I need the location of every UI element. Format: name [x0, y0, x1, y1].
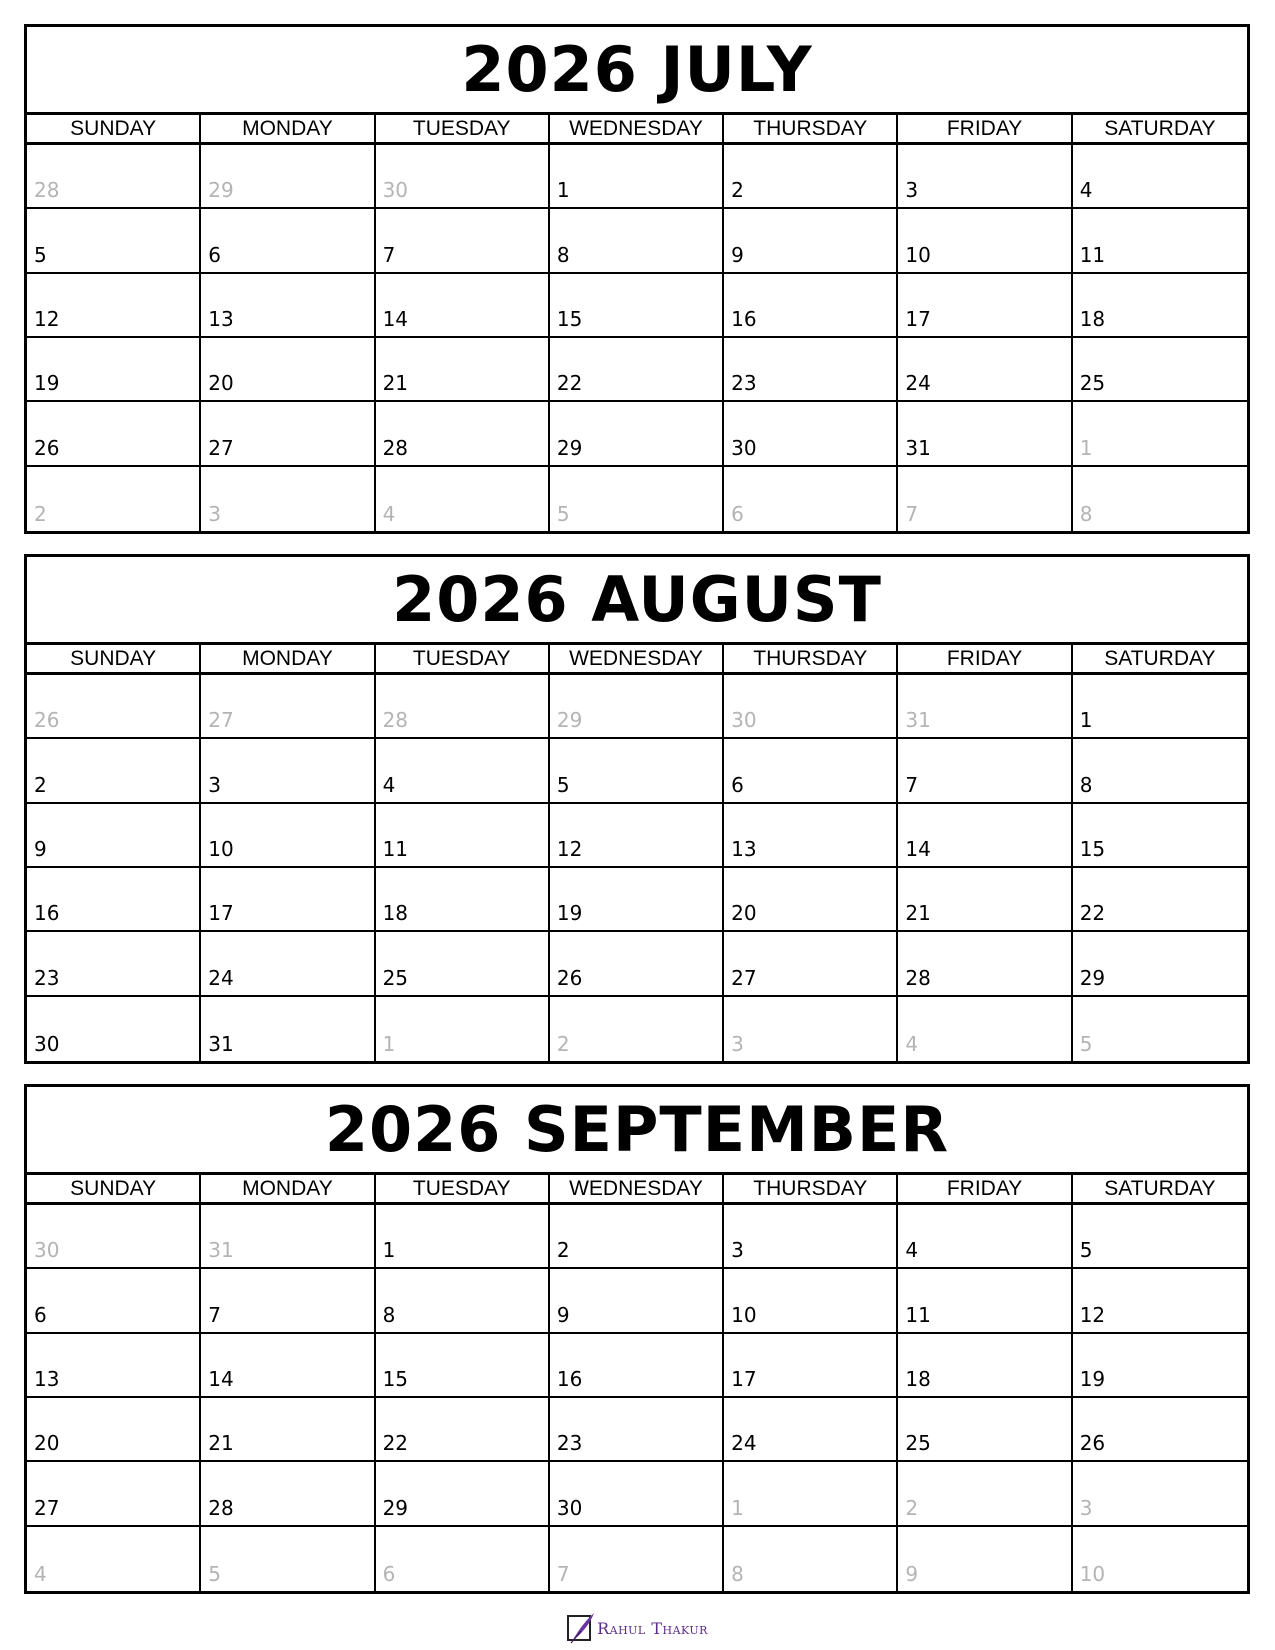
day-number: 23 [731, 371, 757, 396]
day-cell-adjacent-month [27, 675, 201, 739]
day-number: 5 [556, 502, 570, 526]
day-cell [376, 1205, 550, 1269]
day-cell [550, 274, 724, 338]
day-number: 3 [1079, 1495, 1093, 1520]
day-number: 29 [208, 178, 234, 203]
day-cell [376, 338, 550, 402]
day-number: 17 [731, 1367, 757, 1391]
day-number: 5 [34, 242, 47, 267]
weekday-label: SUNDAY [27, 645, 201, 672]
day-cell [376, 1269, 550, 1333]
day-cell-adjacent-month [201, 145, 375, 209]
day-cell [376, 739, 550, 803]
day-cell-adjacent-month [1073, 997, 1247, 1061]
day-number: 28 [34, 178, 60, 203]
month-title: 2026 JULY [27, 27, 1247, 115]
day-cell [27, 338, 201, 402]
day-number: 19 [1079, 1367, 1106, 1391]
day-number: 16 [556, 1367, 583, 1391]
day-number: 17 [208, 901, 234, 926]
day-number: 31 [208, 1032, 234, 1056]
weekday-label: SUNDAY [27, 115, 201, 142]
day-number: 31 [905, 435, 931, 460]
weekday-label: MONDAY [201, 1175, 375, 1202]
day-number: 29 [1079, 965, 1106, 990]
weekday-label: FRIDAY [898, 645, 1072, 672]
day-cell [724, 739, 898, 803]
day-number: 26 [34, 708, 60, 733]
day-number: 19 [556, 901, 583, 926]
day-cell [550, 739, 724, 803]
day-cell [724, 274, 898, 338]
day-number: 12 [1079, 1302, 1106, 1327]
day-cell-adjacent-month [550, 675, 724, 739]
day-cell [724, 209, 898, 273]
day-cell [27, 932, 201, 996]
day-cell [898, 1269, 1072, 1333]
weekday-label: WEDNESDAY [550, 115, 724, 142]
day-cell [376, 804, 550, 868]
day-cell-adjacent-month [376, 1527, 550, 1591]
day-number: 1 [1079, 435, 1093, 460]
day-cell [376, 1462, 550, 1526]
weekday-label: THURSDAY [724, 115, 898, 142]
day-number: 2 [731, 178, 744, 203]
day-number: 15 [556, 307, 583, 331]
day-cell-adjacent-month [27, 145, 201, 209]
day-cell-adjacent-month [724, 997, 898, 1061]
day-number: 24 [731, 1431, 757, 1456]
day-cell-adjacent-month [376, 997, 550, 1061]
day-number: 5 [556, 772, 570, 797]
day-number: 17 [905, 307, 931, 331]
day-cell [27, 402, 201, 466]
day-cell [898, 402, 1072, 466]
day-number: 3 [731, 1032, 744, 1056]
day-cell-adjacent-month [1073, 1462, 1247, 1526]
weekday-label: TUESDAY [376, 115, 550, 142]
day-number: 19 [34, 371, 60, 396]
day-cell [1073, 1205, 1247, 1269]
day-number: 27 [34, 1495, 60, 1520]
day-cell [724, 804, 898, 868]
day-cell [898, 804, 1072, 868]
day-number: 20 [208, 371, 234, 396]
day-number: 28 [905, 965, 931, 990]
day-number: 10 [1079, 1562, 1106, 1586]
day-cell [1073, 209, 1247, 273]
day-cell [27, 274, 201, 338]
day-number: 30 [731, 435, 757, 460]
month-calendar-september [24, 1084, 1250, 1594]
day-number: 3 [905, 178, 919, 203]
day-number: 13 [731, 837, 757, 861]
day-cell-adjacent-month [376, 675, 550, 739]
weekday-label: FRIDAY [898, 115, 1072, 142]
day-number: 8 [1079, 772, 1093, 797]
day-number: 9 [556, 1302, 570, 1327]
day-cell [1073, 1398, 1247, 1462]
day-number: 30 [556, 1495, 583, 1520]
day-number: 16 [731, 307, 757, 331]
day-cell [724, 145, 898, 209]
month-title: 2026 SEPTEMBER [27, 1087, 1247, 1175]
day-cell [27, 1269, 201, 1333]
day-number: 23 [556, 1431, 583, 1456]
day-number: 14 [905, 837, 931, 861]
day-cell [376, 1334, 550, 1398]
weekday-label: FRIDAY [898, 1175, 1072, 1202]
day-cell [550, 402, 724, 466]
day-cell [1073, 804, 1247, 868]
day-grid [27, 1205, 1247, 1591]
day-cell [1073, 274, 1247, 338]
day-grid [27, 675, 1247, 1061]
day-number: 6 [208, 242, 222, 267]
day-cell-adjacent-month [1073, 402, 1247, 466]
day-number: 23 [34, 965, 60, 990]
day-number: 3 [731, 1238, 744, 1263]
day-number: 4 [382, 772, 396, 797]
day-number: 21 [208, 1431, 234, 1456]
day-number: 20 [34, 1431, 60, 1456]
day-cell-adjacent-month [550, 1527, 724, 1591]
day-number: 30 [34, 1238, 60, 1263]
day-cell-adjacent-month [724, 467, 898, 531]
day-cell-adjacent-month [27, 1527, 201, 1591]
day-cell-adjacent-month [27, 1205, 201, 1269]
day-number: 21 [382, 371, 409, 396]
day-number: 27 [731, 965, 757, 990]
day-cell [550, 1462, 724, 1526]
day-cell [724, 932, 898, 996]
day-number: 31 [905, 708, 931, 733]
day-cell [201, 997, 375, 1061]
day-cell [201, 1462, 375, 1526]
day-number: 5 [1079, 1032, 1093, 1056]
day-cell [1073, 739, 1247, 803]
day-cell-adjacent-month [550, 997, 724, 1061]
day-number: 30 [731, 708, 757, 733]
day-number: 1 [382, 1238, 396, 1263]
day-number: 31 [208, 1238, 234, 1263]
day-cell [898, 1398, 1072, 1462]
footer-brand [0, 1613, 1275, 1643]
day-number: 4 [905, 1032, 919, 1056]
day-cell [898, 739, 1072, 803]
day-number: 14 [382, 307, 409, 331]
day-cell [550, 804, 724, 868]
day-number: 25 [382, 965, 409, 990]
weekday-label: MONDAY [201, 645, 375, 672]
day-number: 26 [556, 965, 583, 990]
day-cell [201, 1269, 375, 1333]
weekday-label: THURSDAY [724, 645, 898, 672]
day-number: 30 [34, 1032, 60, 1056]
day-number: 26 [1079, 1431, 1106, 1456]
day-cell-adjacent-month [201, 467, 375, 531]
day-number: 5 [1079, 1238, 1093, 1263]
day-cell [27, 1398, 201, 1462]
day-number: 6 [731, 772, 744, 797]
day-cell-adjacent-month [898, 467, 1072, 531]
day-number: 25 [1079, 371, 1106, 396]
day-cell-adjacent-month [27, 467, 201, 531]
day-cell [1073, 868, 1247, 932]
day-cell [201, 868, 375, 932]
day-number: 1 [731, 1495, 744, 1520]
day-cell [376, 274, 550, 338]
day-number: 3 [208, 502, 222, 526]
day-cell-adjacent-month [1073, 1527, 1247, 1591]
day-number: 15 [382, 1367, 409, 1391]
day-number: 10 [208, 837, 234, 861]
day-cell [550, 1269, 724, 1333]
day-cell [1073, 932, 1247, 996]
day-number: 4 [1079, 178, 1093, 203]
day-number: 14 [208, 1367, 234, 1391]
day-cell-adjacent-month [1073, 467, 1247, 531]
day-cell [27, 209, 201, 273]
weekday-label: THURSDAY [724, 1175, 898, 1202]
day-cell [550, 145, 724, 209]
day-number: 28 [382, 435, 409, 460]
weekday-label: TUESDAY [376, 645, 550, 672]
day-cell [724, 868, 898, 932]
day-cell [898, 932, 1072, 996]
day-cell [376, 868, 550, 932]
day-number: 25 [905, 1431, 931, 1456]
day-number: 22 [556, 371, 583, 396]
day-cell [724, 1205, 898, 1269]
weekday-label: SUNDAY [27, 1175, 201, 1202]
weekday-label: WEDNESDAY [550, 1175, 724, 1202]
month-title: 2026 AUGUST [27, 557, 1247, 645]
day-number: 24 [208, 965, 234, 990]
day-cell [201, 1334, 375, 1398]
month-calendar-august [24, 554, 1250, 1064]
day-cell [898, 209, 1072, 273]
day-number: 28 [382, 708, 409, 733]
day-number: 12 [556, 837, 583, 861]
weekday-label: SATURDAY [1104, 646, 1216, 670]
day-cell [27, 1334, 201, 1398]
day-number: 27 [208, 708, 234, 733]
day-number: 4 [382, 502, 396, 526]
day-cell [724, 402, 898, 466]
weekday-label: SATURDAY [1104, 116, 1216, 140]
day-cell [550, 1334, 724, 1398]
day-number: 29 [556, 708, 583, 733]
day-cell [376, 1398, 550, 1462]
day-number: 29 [382, 1495, 409, 1520]
day-number: 28 [208, 1495, 234, 1520]
day-cell [724, 338, 898, 402]
day-number: 6 [382, 1562, 396, 1586]
day-cell [1073, 338, 1247, 402]
day-cell [201, 804, 375, 868]
day-number: 4 [34, 1562, 47, 1586]
day-number: 11 [382, 837, 409, 861]
day-number: 12 [34, 307, 60, 331]
day-number: 22 [382, 1431, 409, 1456]
day-cell [898, 274, 1072, 338]
day-cell-adjacent-month [724, 675, 898, 739]
day-number: 2 [905, 1495, 919, 1520]
day-cell [27, 804, 201, 868]
brand-name: Rahul Thakur [597, 1618, 708, 1638]
day-cell [201, 932, 375, 996]
day-cell [550, 932, 724, 996]
day-number: 13 [34, 1367, 60, 1391]
day-cell-adjacent-month [376, 145, 550, 209]
day-cell [201, 1398, 375, 1462]
day-number: 2 [34, 502, 47, 526]
day-cell-adjacent-month [898, 1527, 1072, 1591]
day-cell-adjacent-month [201, 675, 375, 739]
day-number: 18 [1079, 307, 1106, 331]
day-number: 1 [556, 178, 570, 203]
day-number: 6 [34, 1302, 47, 1327]
day-number: 3 [208, 772, 222, 797]
day-cell [550, 338, 724, 402]
day-cell [550, 868, 724, 932]
day-number: 18 [382, 901, 409, 926]
day-number: 9 [731, 242, 744, 267]
day-number: 9 [34, 837, 47, 861]
day-number: 10 [731, 1302, 757, 1327]
day-number: 8 [731, 1562, 744, 1586]
day-cell [1073, 1269, 1247, 1333]
day-number: 21 [905, 901, 931, 926]
day-cell-adjacent-month [550, 467, 724, 531]
day-number: 16 [34, 901, 60, 926]
day-number: 30 [382, 178, 409, 203]
day-number: 20 [731, 901, 757, 926]
day-number: 15 [1079, 837, 1106, 861]
day-cell-adjacent-month [898, 675, 1072, 739]
day-number: 7 [556, 1562, 570, 1586]
day-grid [27, 145, 1247, 531]
day-cell [376, 209, 550, 273]
day-cell-adjacent-month [898, 997, 1072, 1061]
day-number: 2 [556, 1238, 570, 1263]
day-cell [201, 402, 375, 466]
day-number: 10 [905, 242, 931, 267]
weekday-label: TUESDAY [376, 1175, 550, 1202]
day-cell [27, 997, 201, 1061]
day-number: 22 [1079, 901, 1106, 926]
day-cell [201, 338, 375, 402]
day-number: 5 [208, 1562, 222, 1586]
day-cell [201, 739, 375, 803]
day-cell-adjacent-month [201, 1205, 375, 1269]
weekday-label: SATURDAY [1104, 1176, 1216, 1200]
day-cell [724, 1334, 898, 1398]
day-cell [27, 868, 201, 932]
day-cell [550, 1205, 724, 1269]
day-cell [1073, 675, 1247, 739]
day-number: 7 [905, 502, 919, 526]
day-number: 13 [208, 307, 234, 331]
weekday-header-row [27, 115, 1247, 145]
day-number: 7 [208, 1302, 222, 1327]
day-number: 18 [905, 1367, 931, 1391]
day-cell [201, 274, 375, 338]
day-cell [1073, 1334, 1247, 1398]
day-cell [724, 1398, 898, 1462]
day-cell [724, 1269, 898, 1333]
day-cell [201, 209, 375, 273]
day-number: 7 [382, 242, 396, 267]
day-number: 27 [208, 435, 234, 460]
day-number: 2 [556, 1032, 570, 1056]
day-cell [898, 1334, 1072, 1398]
weekday-label: WEDNESDAY [550, 645, 724, 672]
day-number: 8 [556, 242, 570, 267]
day-cell [898, 1205, 1072, 1269]
day-cell [550, 1398, 724, 1462]
day-number: 1 [1079, 708, 1093, 733]
day-cell [27, 1462, 201, 1526]
day-number: 2 [34, 772, 47, 797]
day-cell-adjacent-month [376, 467, 550, 531]
day-cell [1073, 145, 1247, 209]
day-cell-adjacent-month [201, 1527, 375, 1591]
day-cell [376, 932, 550, 996]
day-number: 29 [556, 435, 583, 460]
day-number: 26 [34, 435, 60, 460]
day-cell [898, 868, 1072, 932]
day-cell-adjacent-month [898, 1462, 1072, 1526]
day-number: 24 [905, 371, 931, 396]
day-number: 8 [1079, 502, 1093, 526]
day-cell [898, 338, 1072, 402]
day-cell [550, 209, 724, 273]
day-number: 8 [382, 1302, 396, 1327]
day-cell-adjacent-month [724, 1462, 898, 1526]
day-cell [27, 739, 201, 803]
day-number: 1 [382, 1032, 396, 1056]
day-number: 11 [905, 1302, 931, 1327]
day-number: 7 [905, 772, 919, 797]
month-calendar-july [24, 24, 1250, 534]
weekday-header-row [27, 645, 1247, 675]
weekday-header-row [27, 1175, 1247, 1205]
day-cell [898, 145, 1072, 209]
day-number: 4 [905, 1238, 919, 1263]
weekday-label: MONDAY [201, 115, 375, 142]
quill-pen-icon [567, 1615, 591, 1641]
day-cell-adjacent-month [724, 1527, 898, 1591]
day-number: 6 [731, 502, 744, 526]
day-number: 9 [905, 1562, 919, 1586]
day-number: 11 [1079, 242, 1106, 267]
day-cell [376, 402, 550, 466]
